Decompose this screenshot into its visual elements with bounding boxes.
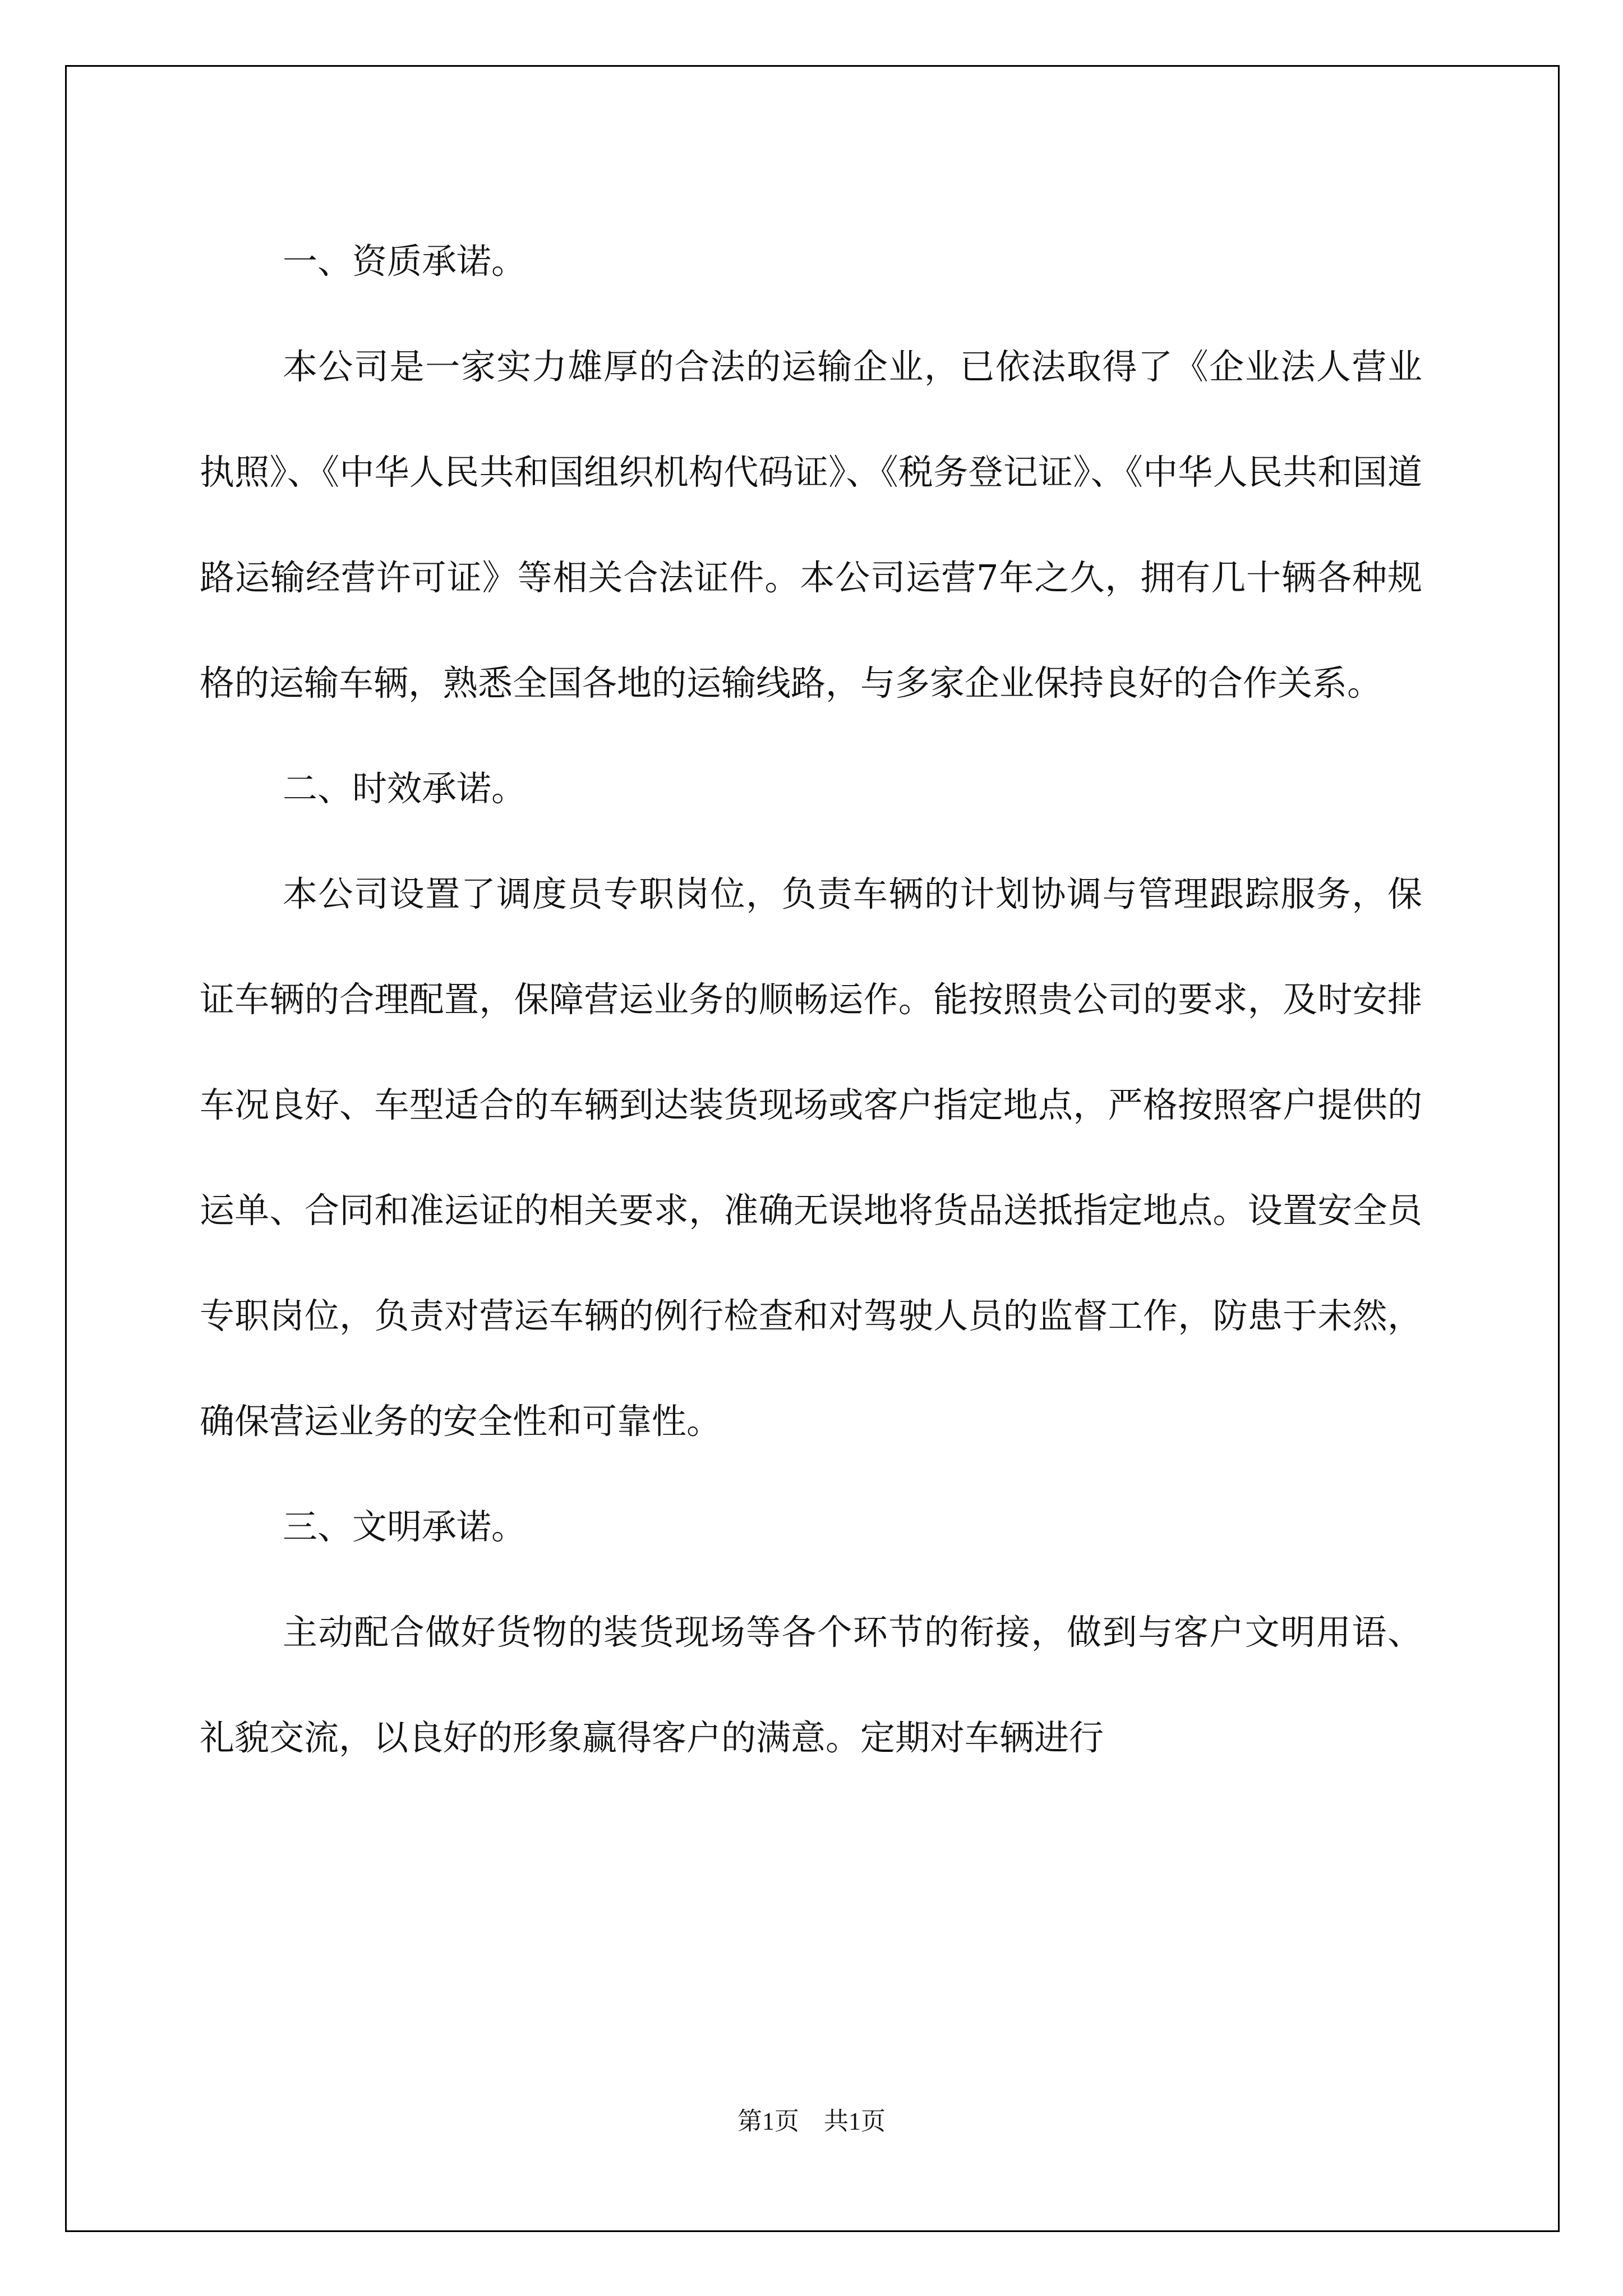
paragraph-qualification: 本公司是一家实力雄厚的合法的运输企业，已依法取得了《企业法人营业执照》、《中华人民共和国组织机构代码证》、《税务登记证》、《中华人民共和国道路运输经营许可证》等相关合法证件。本公司运营7年之久，拥有几十辆各种规格的运输车辆，熟悉全国各地的运输线路，与多家企业保持良好的合作关系。 xyxy=(200,346,1422,703)
document-body xyxy=(200,209,1422,1791)
section-heading-civility: 三、文明承诺。 xyxy=(283,1506,527,1547)
section-heading-qualification: 一、资质承诺。 xyxy=(283,241,527,282)
paragraph-timeliness: 本公司设置了调度员专职岗位，负责车辆的计划协调与管理跟踪服务，保证车辆的合理配置，保障营运业务的顺畅运作。能按照贵公司的要求，及时安排车况良好、车型适合的车辆到达装货现场或客户指定地点，严格按照客户提供的运单、合同和准运证的相关要求，准确无误地将货品送抵指定地点。设置安全员专职岗位，负责对营运车辆的例行检查和对驾驶人员的监督工作，防患于未然，确保营运业务的安全性和可靠性。 xyxy=(200,873,1422,1442)
paragraph-civility: 主动配合做好货物的装货现场等各个环节的衔接，做到与客户文明用语、礼貌交流，以良好的形象赢得客户的满意。定期对车辆进行 xyxy=(200,1612,1422,1758)
page-footer: 第1页 共1页 xyxy=(737,2108,886,2135)
section-heading-timeliness: 二、时效承诺。 xyxy=(283,768,527,809)
